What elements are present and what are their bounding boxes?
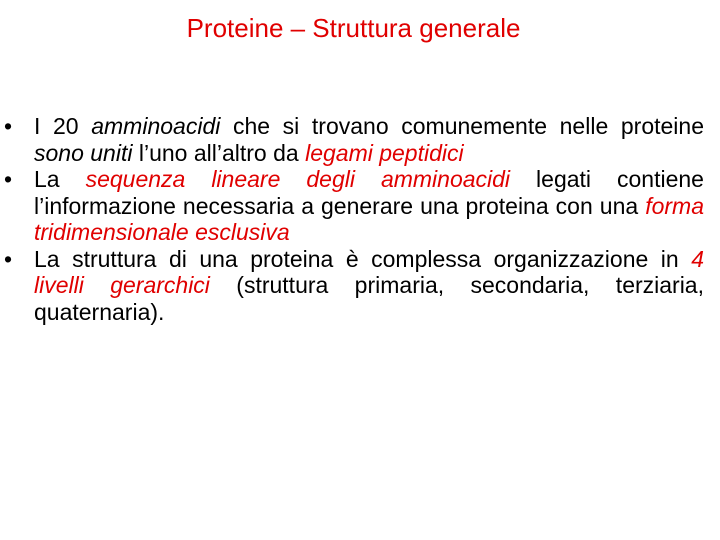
bullet-text-highlight: legami peptidici bbox=[305, 139, 464, 166]
bullet-text: legati contiene l’informazione necessaria a generare una proteina con una bbox=[34, 166, 704, 219]
bullet-text-highlight: 4 livelli gerarchici bbox=[34, 245, 704, 298]
bullet-icon: • bbox=[4, 166, 13, 192]
bullet-list bbox=[4, 113, 704, 325]
bullet-text: (struttura primaria, secondaria, terziaria, quaternaria). bbox=[34, 272, 704, 325]
bullet-text: La struttura di una proteina è complessa organizzazione in bbox=[34, 245, 692, 272]
bullet-text-highlight: sequenza lineare degli amminoacidi bbox=[85, 166, 511, 192]
bullet-icon: • bbox=[4, 245, 13, 272]
bullet-item bbox=[4, 245, 704, 326]
bullet-text: I 20 bbox=[34, 113, 92, 139]
bullet-text: La bbox=[34, 166, 86, 192]
bullet-text-italic: amminoacidi bbox=[91, 113, 221, 139]
bullet-text-highlight: forma tridimensionale esclusiva bbox=[34, 192, 704, 245]
bullet-icon: • bbox=[4, 113, 13, 139]
bullet-item bbox=[4, 166, 704, 246]
bullet-text: l’uno all’altro da bbox=[132, 139, 306, 166]
bullet-text-italic: sono uniti bbox=[34, 139, 133, 166]
bullet-text: che si trovano comunemente nelle proteine bbox=[220, 113, 704, 139]
bullet-item bbox=[4, 113, 704, 166]
slide-title: Proteine – Struttura generale bbox=[186, 13, 521, 43]
